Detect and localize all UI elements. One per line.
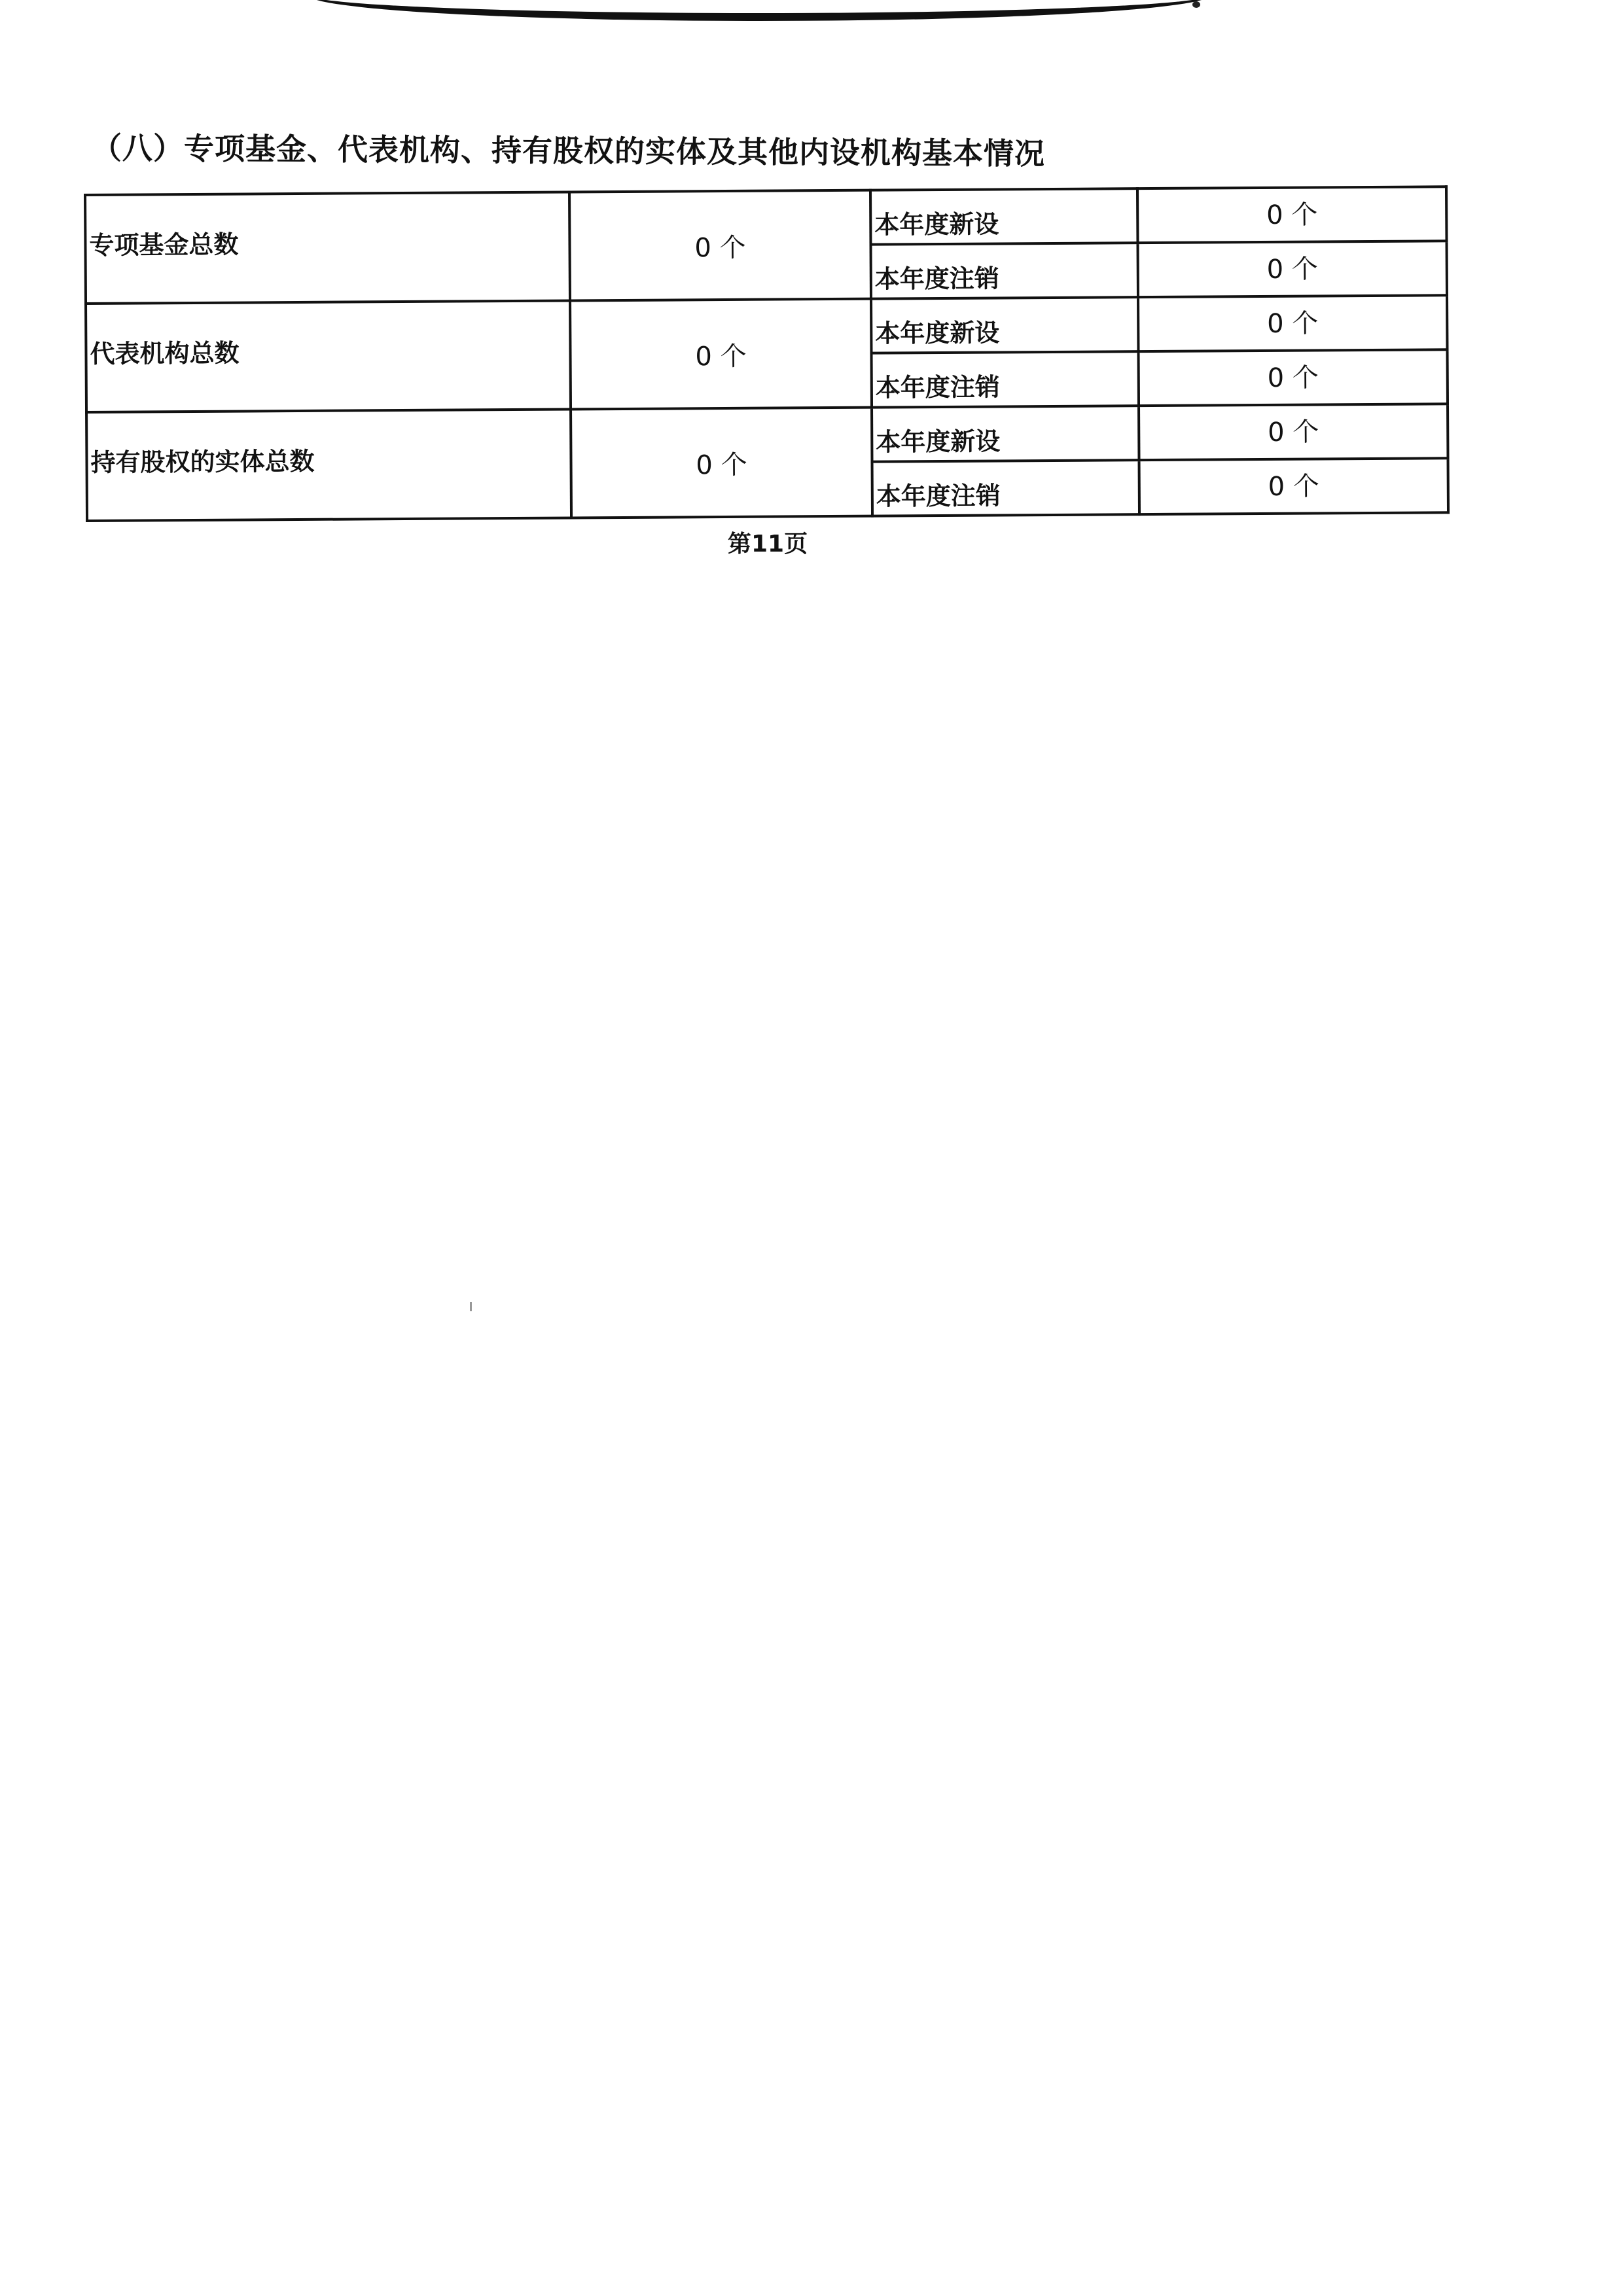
table-row xyxy=(85,186,1446,249)
row-total-special-funds: 0 个 xyxy=(569,190,871,301)
sub-label-cancel: 本年度注销 xyxy=(870,243,1137,298)
scan-dot-mark xyxy=(1192,1,1200,8)
row-label-special-funds: 专项基金总数 xyxy=(85,192,570,304)
institution-summary-table xyxy=(84,185,1450,522)
institution-summary-table-wrapper xyxy=(84,185,1447,522)
sub-value-new: 0 个 xyxy=(1139,404,1448,460)
sub-value-cancel: 0 个 xyxy=(1139,458,1448,514)
sub-value-cancel: 0 个 xyxy=(1137,241,1446,297)
table-row xyxy=(86,404,1448,467)
sub-label-cancel: 本年度注销 xyxy=(872,351,1139,407)
sub-label-cancel: 本年度注销 xyxy=(872,460,1139,516)
sub-value-new: 0 个 xyxy=(1138,295,1447,351)
page-number: 第11页 xyxy=(728,531,808,557)
table-row xyxy=(86,295,1447,358)
sub-value-cancel: 0 个 xyxy=(1139,349,1448,406)
sub-label-new: 本年度新设 xyxy=(872,406,1139,461)
sub-label-new: 本年度新设 xyxy=(871,297,1138,353)
section-heading: （八）专项基金、代表机构、持有股权的实体及其他内设机构基本情况 xyxy=(91,130,1046,171)
row-total-equity-entities: 0 个 xyxy=(571,408,872,518)
scan-speck-mark xyxy=(470,1302,472,1311)
row-label-representative-offices: 代表机构总数 xyxy=(86,300,571,412)
scan-top-edge-mark xyxy=(308,0,1211,21)
row-total-representative-offices: 0 个 xyxy=(570,299,872,410)
sub-label-new: 本年度新设 xyxy=(870,188,1137,244)
sub-value-new: 0 个 xyxy=(1137,186,1446,243)
row-label-equity-entities: 持有股权的实体总数 xyxy=(86,409,571,521)
